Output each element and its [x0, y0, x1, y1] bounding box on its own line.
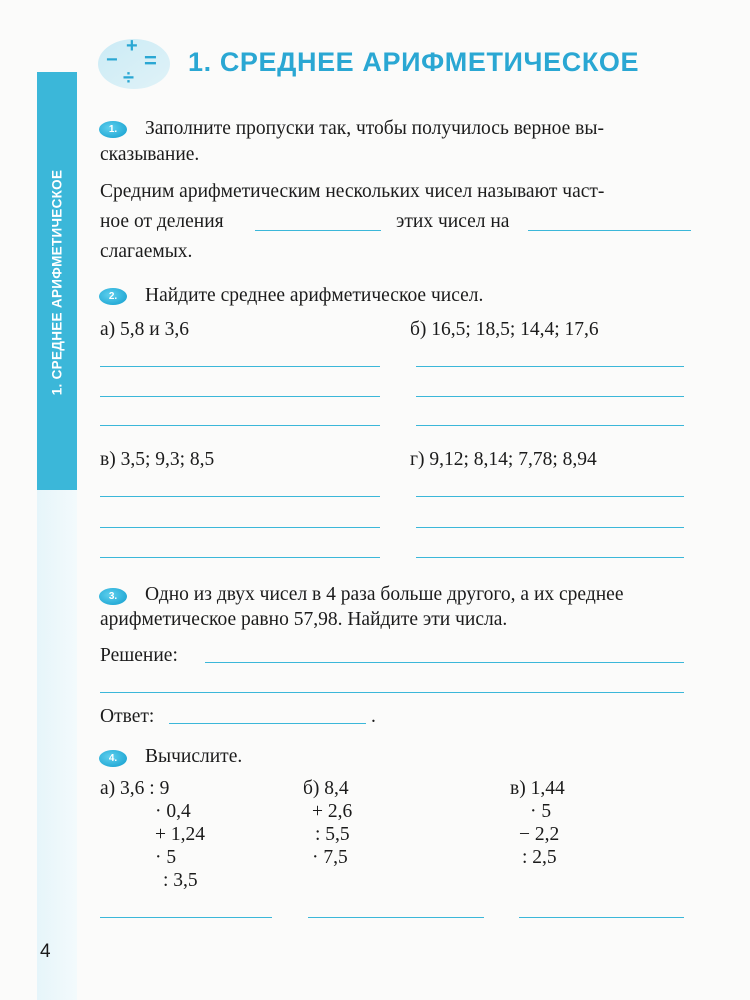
answer-line[interactable] — [416, 366, 684, 367]
task-number-badge: 4. — [99, 750, 127, 767]
answer-line[interactable] — [416, 527, 684, 528]
sidebar-tail — [37, 490, 77, 1000]
answer-line[interactable] — [100, 496, 380, 497]
sidebar-chapter-title: 1. СРЕДНЕЕ АРИФМЕТИЧЕСКОЕ — [49, 169, 65, 395]
svg-text:−: − — [106, 49, 118, 71]
answer-end-period: . — [371, 706, 376, 727]
task3-text-line1: Одно из двух чисел в 4 раза больше другого, а их среднее — [145, 584, 624, 605]
task4-v-step: · 5 — [530, 801, 552, 822]
task2-text: Найдите среднее арифметическое чисел. — [145, 285, 484, 306]
answer-line[interactable] — [100, 396, 380, 397]
answer-line[interactable] — [100, 917, 272, 918]
task4-b-step: + 2,6 — [312, 801, 353, 822]
task4-a-step: а) 3,6 : 9 — [100, 778, 170, 799]
answer-line[interactable] — [416, 425, 684, 426]
task4-v-step: в) 1,44 — [510, 778, 565, 799]
task1-text-line1: Заполните пропуски так, чтобы получилось верное вы- — [145, 118, 604, 139]
task4-v-step: − 2,2 — [519, 824, 560, 845]
answer-line[interactable] — [100, 425, 380, 426]
svg-text:+: + — [126, 35, 138, 57]
answer-label: Ответ: — [100, 706, 155, 727]
chapter-sidebar — [37, 72, 77, 492]
answer-field[interactable] — [169, 723, 366, 724]
task-number-badge: 1. — [99, 121, 127, 138]
task4-b-step: · 7,5 — [312, 847, 348, 868]
svg-text:÷: ÷ — [123, 67, 134, 89]
fill-in-blank-1[interactable] — [255, 230, 381, 231]
task3-text-line2: арифметическое равно 57,98. Найдите эти числа. — [100, 609, 508, 630]
task2-item-b: б) 16,5; 18,5; 14,4; 17,6 — [410, 319, 599, 340]
solution-line[interactable] — [100, 692, 684, 693]
task1-statement-line2b: этих чисел на — [396, 211, 510, 232]
task4-b-step: б) 8,4 — [303, 778, 349, 799]
answer-line[interactable] — [416, 396, 684, 397]
answer-line[interactable] — [416, 496, 684, 497]
task1-text-line2: сказывание. — [100, 144, 200, 165]
answer-line[interactable] — [100, 366, 380, 367]
answer-line[interactable] — [100, 527, 380, 528]
task-number-badge: 2. — [99, 288, 127, 305]
task2-item-v: в) 3,5; 9,3; 8,5 — [100, 449, 215, 470]
page-title: 1. СРЕДНЕЕ АРИФМЕТИЧЕСКОЕ — [188, 47, 640, 77]
task2-item-a: а) 5,8 и 3,6 — [100, 319, 189, 340]
task2-item-g: г) 9,12; 8,14; 7,78; 8,94 — [410, 449, 597, 470]
task4-v-step: : 2,5 — [522, 847, 557, 868]
task1-statement-line2a: ное от деления — [100, 211, 224, 232]
task4-a-step: : 3,5 — [163, 870, 198, 891]
task4-b-step: : 5,5 — [315, 824, 350, 845]
answer-line[interactable] — [100, 557, 380, 558]
task-number-badge: 3. — [99, 588, 127, 605]
answer-line[interactable] — [416, 557, 684, 558]
task1-statement-line3: слагаемых. — [100, 241, 193, 262]
task4-a-step: · 5 — [155, 847, 177, 868]
task4-a-step: + 1,24 — [155, 824, 205, 845]
svg-text:=: = — [144, 48, 157, 73]
solution-label: Решение: — [100, 645, 178, 666]
task4-text: Вычислите. — [145, 746, 243, 767]
task1-statement-line1: Средним арифметическим нескольких чисел называют част- — [100, 181, 605, 202]
fill-in-blank-2[interactable] — [528, 230, 691, 231]
math-operations-icon — [96, 32, 174, 92]
task4-a-step: · 0,4 — [155, 801, 191, 822]
page-number: 4 — [40, 941, 51, 962]
answer-line[interactable] — [519, 917, 684, 918]
answer-line[interactable] — [308, 917, 484, 918]
solution-line[interactable] — [205, 662, 684, 663]
